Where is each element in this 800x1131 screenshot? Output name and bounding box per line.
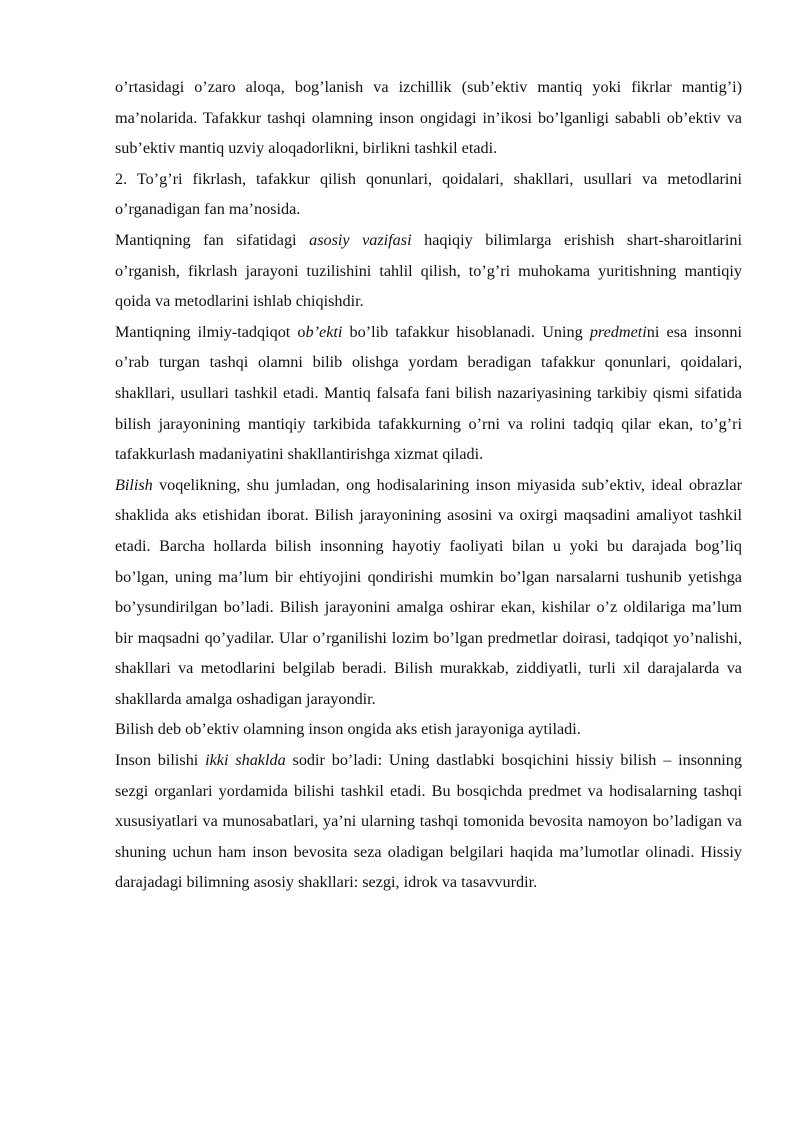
emphasis-asosiy-vazifasi: asosiy vazifasi xyxy=(309,230,412,249)
paragraph-3 xyxy=(115,225,742,317)
paragraph-1 xyxy=(115,72,742,164)
text-run: voqelikning, shu jumladan, ong hodisalarining inson miyasida sub’ektiv, ideal obrazlar shaklida aks etishidan iborat. Bilish jarayonining asosini va oxirgi maqsadini amaliyot tashkil etadi. Barcha hollarda bilish insonning hayotiy faoliyati bilan u yoki bu darajada bog’liq bo’lgan, uning ma’lum bir ehtiyojini qondirishi mumkin bo’lgan narsalarni tushunib yetishga bo’ysundirilgan bo’ladi. Bilish jarayonini amalga oshirar ekan, kishilar o’z oldilariga ma’lum bir maqsadni qo’yadilar. Ular o’rganilishi lozim bo’lgan predmetlar doirasi, tadqiqot yo’nalishi, shakllari va metodlarini belgilab beradi. Bilish murakkab, ziddiyatli, turli xil darajalarda va shakllarda amalga oshadigan jarayondir. xyxy=(115,475,742,708)
text-run: Inson bilishi xyxy=(115,751,206,770)
paragraph-6 xyxy=(115,714,742,745)
paragraph-5 xyxy=(115,470,742,715)
paragraph-4 xyxy=(115,317,742,470)
paragraph-7 xyxy=(115,745,742,898)
text-run: 2. To’g’ri fikrlash, tafakkur qilish qonunlari, qoidalari, shakllari, usullari va metodlarini o’rganadigan fan ma’nosida. xyxy=(115,169,742,219)
paragraph-2 xyxy=(115,164,742,225)
text-run: sodir bo’ladi: Uning dastlabki bosqichini hissiy bilish – insonning sezgi organlari yordamida bilishi tashkil etadi. Bu bosqichda predmet va hodisalarning tashqi xususiyatlari va munosabatlari, ya’ni ularning tashqi tomonida bevosita namoyon bo’ladigan va shuning uchun ham inson bevosita seza oladigan belgilari haqida ma’lumotlar olinadi. Hissiy darajadagi bilimning asosiy shakllari: sezgi, idrok va tasavvurdir. xyxy=(115,751,742,892)
text-run: bo’lib tafakkur hisoblanadi. Uning xyxy=(342,322,590,341)
emphasis-obekti: b’ekti xyxy=(305,322,343,341)
text-run: haqiqiy bilimlarga erishish shart-sharoitlarini o’rganish, fikrlash jarayoni tuzilishini tahlil qilish, to’g’ri muhokama yuritishning mantiqiy qoida va metodlarini ishlab chiqishdir. xyxy=(115,230,742,311)
text-run: Mantiqning fan sifatidagi xyxy=(115,230,310,249)
document-page xyxy=(115,72,742,898)
text-run: o’rtasidagi o’zaro aloqa, bog’lanish va izchillik (sub’ektiv mantiq yoki fikrlar mantig’i) ma’nolarida. Tafakkur tashqi olamning inson ongidagi in’ikosi bo’lganligi sababli ob’ektiv va sub’ektiv mantiq uzviy aloqadorlikni, birlikni tashkil etadi. xyxy=(115,78,742,158)
text-run: Mantiqning ilmiy-tadqiqot o xyxy=(115,322,306,341)
emphasis-ikki-shaklda: ikki shaklda xyxy=(205,751,286,770)
emphasis-predmeti: predmeti xyxy=(589,322,647,341)
emphasis-bilish: Bilish xyxy=(115,475,153,494)
text-run: Bilish deb ob’ektiv olamning inson ongida aks etish jarayoniga aytiladi. xyxy=(115,720,581,739)
text-run: ni esa insonni o’rab turgan tashqi olamni bilib olishga yordam beradigan tafakkur qonunlari, qoidalari, shakllari, usullari tashkil etadi. Mantiq falsafa fani bilish nazariyasining tarkibiy qismi sifatida bilish jarayonining mantiqiy tarkibida tafakkurning o’rni va rolini tadqiq qilar ekan, to’g’ri tafakkurlash madaniyatini shakllantirishga xizmat qiladi. xyxy=(115,322,742,464)
